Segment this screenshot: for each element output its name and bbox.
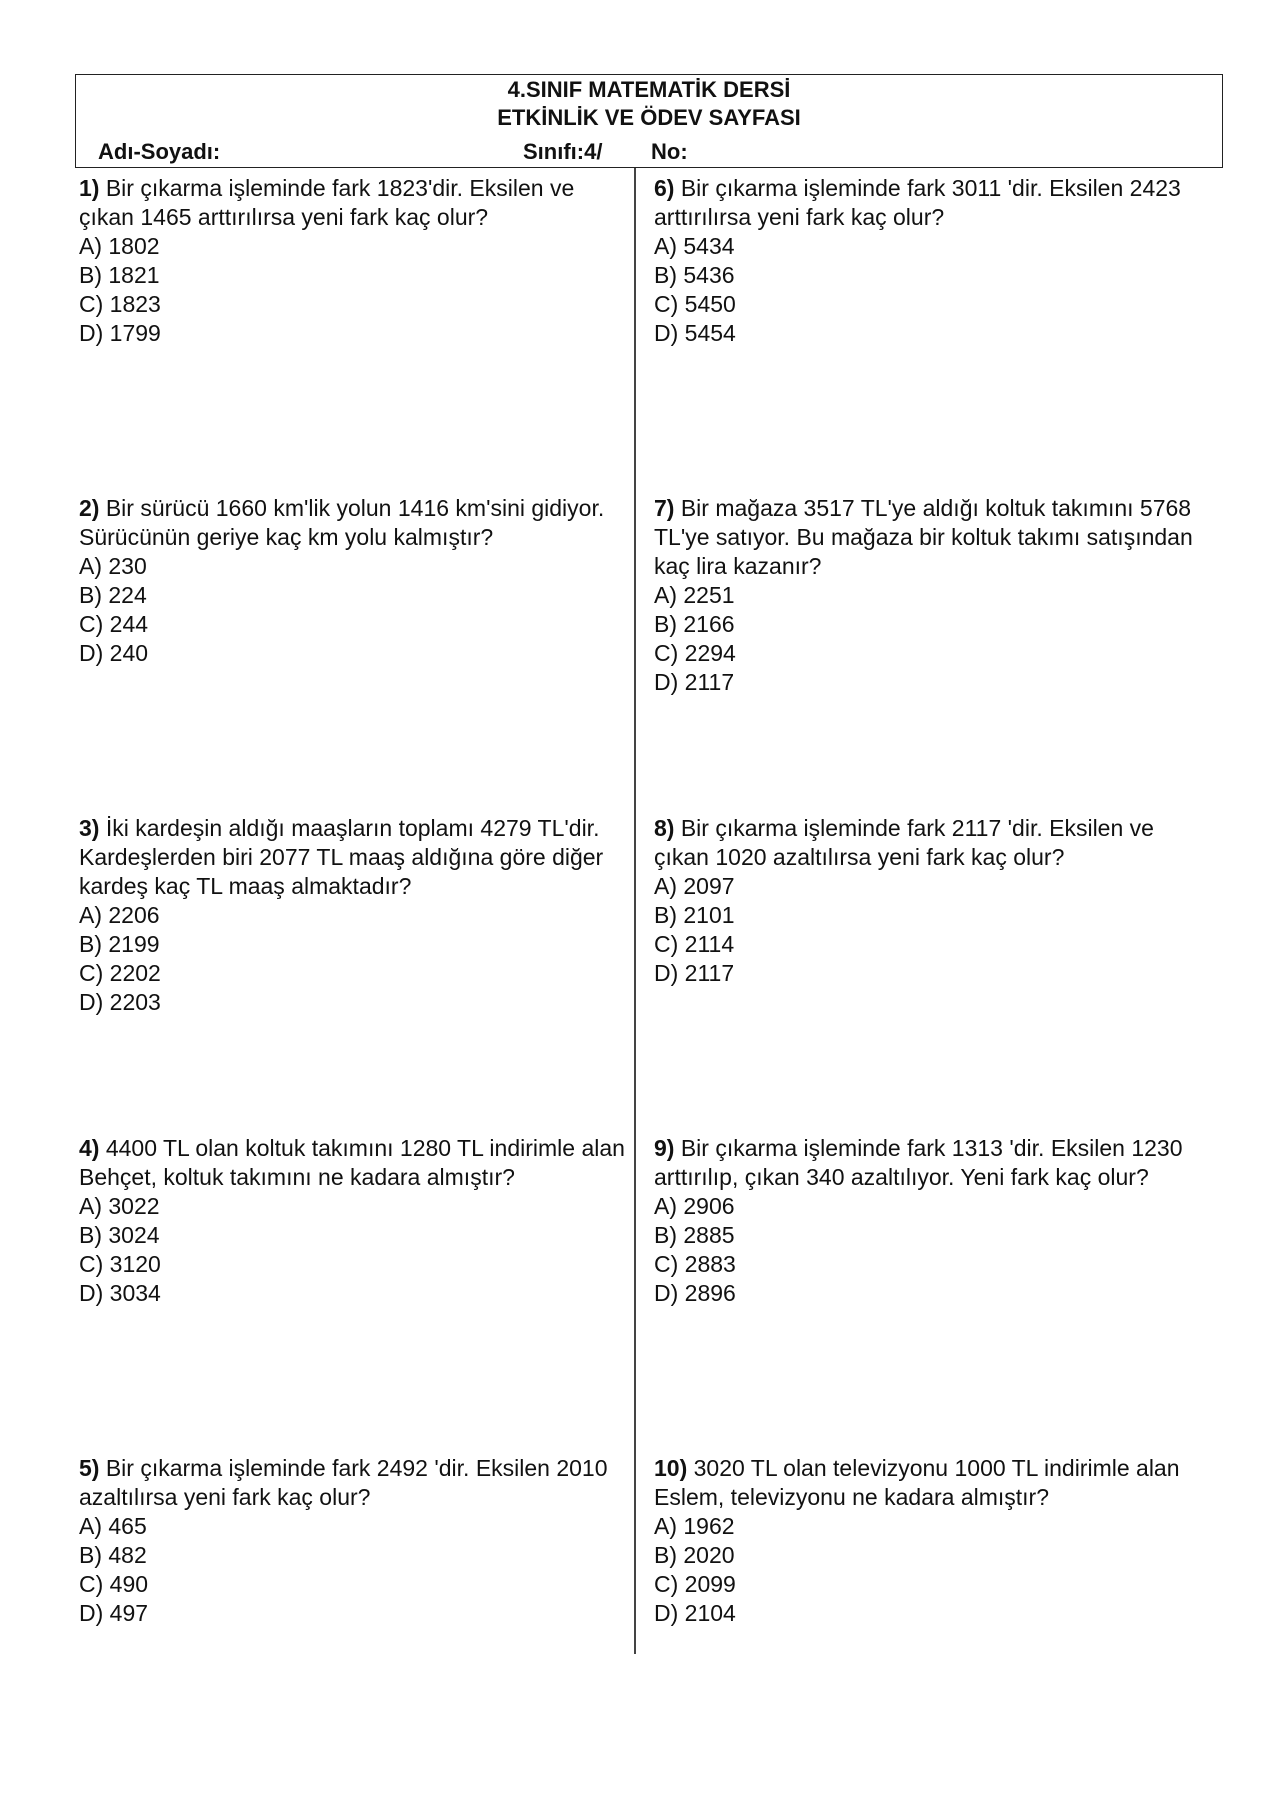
- option-b: B) 1821: [79, 262, 160, 288]
- worksheet-header: [75, 74, 1223, 168]
- option-d: D) 497: [79, 1600, 149, 1626]
- question-number: 2): [79, 495, 100, 521]
- question-4: [79, 1134, 634, 1308]
- option-c: C) 2883: [654, 1251, 736, 1277]
- option-b: B) 3024: [79, 1222, 160, 1248]
- option-c: C) 3120: [79, 1251, 161, 1277]
- question-text: Bir çıkarma işleminde fark 1313 'dir. Eksilen 1230 arttırılıp, çıkan 340 azaltılıyor. Yeni fark kaç olur?: [654, 1135, 1183, 1190]
- option-d: D) 240: [79, 640, 149, 666]
- question-6: [654, 174, 1209, 348]
- question-2: [79, 494, 634, 668]
- option-b: B) 2885: [654, 1222, 735, 1248]
- option-a: A) 2206: [79, 902, 160, 928]
- option-b: B) 2101: [654, 902, 735, 928]
- question-number: 1): [79, 175, 100, 201]
- option-b: B) 2166: [654, 611, 735, 637]
- option-a: A) 2097: [654, 873, 735, 899]
- option-d: D) 5454: [654, 320, 736, 346]
- option-d: D) 2896: [654, 1280, 736, 1306]
- column-divider: [634, 168, 636, 1654]
- option-a: A) 3022: [79, 1193, 160, 1219]
- question-number: 9): [654, 1135, 675, 1161]
- option-d: D) 2104: [654, 1600, 736, 1626]
- option-d: D) 2117: [654, 669, 735, 695]
- question-number: 7): [654, 495, 675, 521]
- question-number: 8): [654, 815, 675, 841]
- question-1: [79, 174, 634, 348]
- option-c: C) 2202: [79, 960, 161, 986]
- question-text: Bir mağaza 3517 TL'ye aldığı koltuk takımını 5768 TL'ye satıyor. Bu mağaza bir koltuk takımı satışından kaç lira kazanır?: [654, 495, 1193, 579]
- option-a: A) 1802: [79, 233, 160, 259]
- option-a: A) 465: [79, 1513, 147, 1539]
- option-c: C) 244: [79, 611, 149, 637]
- question-number: 4): [79, 1135, 100, 1161]
- question-text: Bir sürücü 1660 km'lik yolun 1416 km'sini gidiyor. Sürücünün geriye kaç km yolu kalmıştır?: [79, 495, 605, 550]
- option-b: B) 2199: [79, 931, 160, 957]
- option-b: B) 5436: [654, 262, 735, 288]
- option-c: C) 5450: [654, 291, 736, 317]
- option-c: C) 2099: [654, 1571, 736, 1597]
- question-7: [654, 494, 1209, 697]
- question-number: 6): [654, 175, 675, 201]
- option-d: D) 2203: [79, 989, 161, 1015]
- class-label: Sınıfı:4/: [523, 139, 603, 164]
- option-c: C) 2294: [654, 640, 736, 666]
- question-9: [654, 1134, 1209, 1308]
- option-c: C) 2114: [654, 931, 735, 957]
- option-b: B) 2020: [654, 1542, 735, 1568]
- option-c: C) 490: [79, 1571, 149, 1597]
- option-c: C) 1823: [79, 291, 161, 317]
- option-d: D) 3034: [79, 1280, 161, 1306]
- option-a: A) 5434: [654, 233, 735, 259]
- option-b: B) 482: [79, 1542, 147, 1568]
- option-a: A) 2251: [654, 582, 735, 608]
- option-a: A) 230: [79, 553, 147, 579]
- question-text: Bir çıkarma işleminde fark 3011 'dir. Eksilen 2423 arttırılırsa yeni fark kaç olur?: [654, 175, 1181, 230]
- question-number: 10): [654, 1455, 688, 1481]
- option-a: A) 2906: [654, 1193, 735, 1219]
- number-label: No:: [651, 139, 688, 164]
- option-a: A) 1962: [654, 1513, 735, 1539]
- question-text: Bir çıkarma işleminde fark 2492 'dir. Eksilen 2010 azaltılırsa yeni fark kaç olur?: [79, 1455, 608, 1510]
- question-number: 5): [79, 1455, 100, 1481]
- worksheet-title: 4.SINIF MATEMATİK DERSİ: [507, 77, 791, 102]
- question-text: Bir çıkarma işleminde fark 1823'dir. Eksilen ve çıkan 1465 arttırılırsa yeni fark kaç olur?: [79, 175, 575, 230]
- question-3: [79, 814, 634, 1017]
- worksheet-subtitle: ETKİNLİK VE ÖDEV SAYFASI: [497, 105, 801, 130]
- question-text: Bir çıkarma işleminde fark 2117 'dir. Eksilen ve çıkan 1020 azaltılırsa yeni fark kaç olur?: [654, 815, 1154, 870]
- question-number: 3): [79, 815, 100, 841]
- question-10: [654, 1454, 1209, 1628]
- question-5: [79, 1454, 634, 1628]
- question-text: 4400 TL olan koltuk takımını 1280 TL indirimle alan Behçet, koltuk takımını ne kadara almıştır?: [79, 1135, 625, 1190]
- question-8: [654, 814, 1209, 988]
- option-d: D) 1799: [79, 320, 161, 346]
- question-text: 3020 TL olan televizyonu 1000 TL indirimle alan Eslem, televizyonu ne kadara almıştır?: [654, 1455, 1180, 1510]
- name-label: Adı-Soyadı:: [98, 139, 221, 164]
- question-text: İki kardeşin aldığı maaşların toplamı 4279 TL'dir. Kardeşlerden biri 2077 TL maaş aldığına göre diğer kardeş kaç TL maaş almaktadır?: [79, 815, 604, 899]
- option-d: D) 2117: [654, 960, 735, 986]
- option-b: B) 224: [79, 582, 147, 608]
